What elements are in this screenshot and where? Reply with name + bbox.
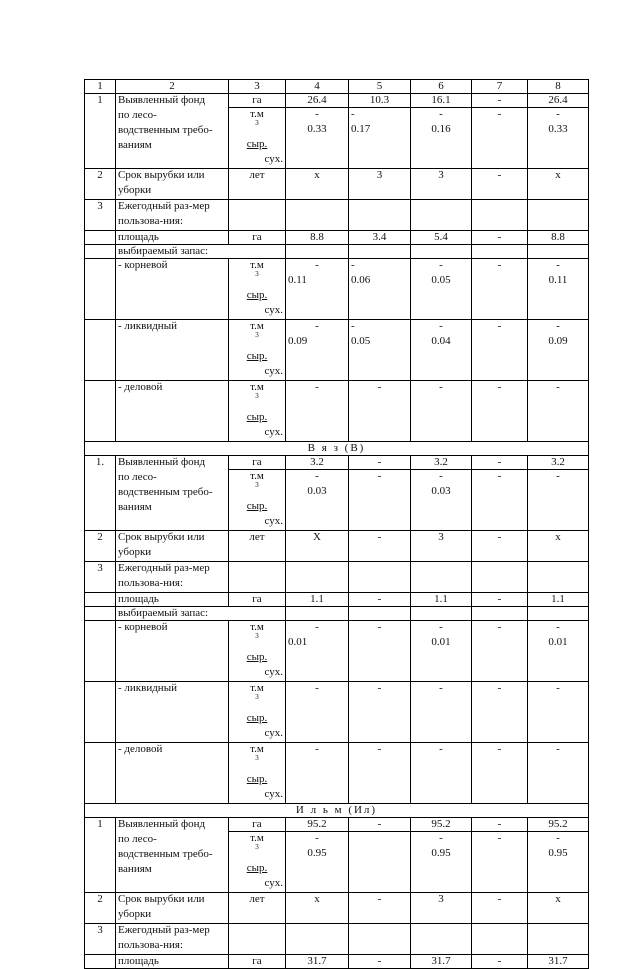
value-cell: 3.2 xyxy=(286,456,349,470)
value-cell: - xyxy=(349,531,411,562)
row-label: Выявленный фонд по лесо- водственным требо- ваниям xyxy=(116,818,229,893)
value-cell: 3 xyxy=(411,531,472,562)
header-col-2: 2 xyxy=(116,80,229,94)
row-label: - ликвидный xyxy=(116,682,229,743)
header-row xyxy=(85,80,589,94)
value-cell: 1.1 xyxy=(286,593,349,607)
value-cell: - xyxy=(472,955,528,969)
s2-area-row xyxy=(85,593,589,607)
value-cell: 31.7 xyxy=(411,955,472,969)
value-cell: 3.4 xyxy=(349,231,411,245)
unit-cell: т.м 3 сыр. сух. xyxy=(229,381,286,442)
section-title: И л ь м (Ил) xyxy=(85,804,589,818)
header-col-3: 3 xyxy=(229,80,286,94)
unit-cell: га xyxy=(229,593,286,607)
s3-annual-row xyxy=(85,924,589,955)
unit-cell: лет xyxy=(229,169,286,200)
s2-annual-row xyxy=(85,562,589,593)
value-cell: 31.7 xyxy=(286,955,349,969)
row-label: Срок вырубки или уборки xyxy=(116,531,229,562)
row-label: - ликвидный xyxy=(116,320,229,381)
header-col-4: 4 xyxy=(286,80,349,94)
value-cell: - xyxy=(286,682,349,743)
value-cell: - 0.09 xyxy=(528,320,589,381)
value-cell: - xyxy=(472,621,528,682)
unit-cell: т.м 3 сыр. сух. xyxy=(229,108,286,169)
value-cell: - xyxy=(472,743,528,804)
value-cell: - xyxy=(411,682,472,743)
value-cell: - xyxy=(411,381,472,442)
row-label: - корневой xyxy=(116,621,229,682)
value-cell: - xyxy=(472,531,528,562)
value-cell: - 0.33 xyxy=(528,108,589,169)
value-cell: - xyxy=(472,231,528,245)
s2-fund-ha-row xyxy=(85,456,589,470)
value-cell: 1.1 xyxy=(528,593,589,607)
value-cell: - xyxy=(472,456,528,470)
value-cell: 1.1 xyxy=(411,593,472,607)
unit-cell: га xyxy=(229,456,286,470)
value-cell: 8.8 xyxy=(286,231,349,245)
value-cell: Х xyxy=(286,531,349,562)
s1-srok-row xyxy=(85,169,589,200)
s1-likvidny-row xyxy=(85,320,589,381)
unit-cell: лет xyxy=(229,531,286,562)
value-cell: - xyxy=(472,470,528,531)
value-cell: - xyxy=(349,818,411,832)
value-cell: - xyxy=(349,470,411,531)
value-cell: - 0.17 xyxy=(349,108,411,169)
value-cell: 95.2 xyxy=(411,818,472,832)
row-number: 2 xyxy=(85,893,116,924)
value-cell: х xyxy=(286,893,349,924)
unit-cell: т.м 3 сыр. сух. xyxy=(229,682,286,743)
value-cell: 5.4 xyxy=(411,231,472,245)
value-cell: - xyxy=(472,320,528,381)
unit-cell: т.м 3 сыр. сух. xyxy=(229,743,286,804)
value-cell: - 0.09 xyxy=(286,320,349,381)
s3-srok-row xyxy=(85,893,589,924)
value-cell: - xyxy=(472,593,528,607)
value-cell: - xyxy=(472,94,528,108)
value-cell: - 0.16 xyxy=(411,108,472,169)
value-cell: - xyxy=(286,743,349,804)
row-label: площадь xyxy=(116,955,229,969)
value-cell: х xyxy=(528,893,589,924)
header-col-7: 7 xyxy=(472,80,528,94)
row-label: Ежегодный раз-мер пользова-ния: xyxy=(116,562,229,593)
forest-fund-table xyxy=(84,79,589,969)
row-number: 2 xyxy=(85,169,116,200)
s1-kornevoy-row xyxy=(85,259,589,320)
value-cell: - xyxy=(349,621,411,682)
value-cell: - xyxy=(349,893,411,924)
s2-zapas-row xyxy=(85,607,589,621)
value-cell: 10.3 xyxy=(349,94,411,108)
value-cell: - xyxy=(528,470,589,531)
value-cell: - xyxy=(411,743,472,804)
value-cell: х xyxy=(528,169,589,200)
value-cell: 95.2 xyxy=(286,818,349,832)
value-cell: - xyxy=(528,682,589,743)
value-cell xyxy=(349,832,411,893)
row-label: Срок вырубки или уборки xyxy=(116,169,229,200)
row-label: площадь xyxy=(116,593,229,607)
value-cell: - xyxy=(349,456,411,470)
row-label: Ежегодный раз-мер пользова-ния: xyxy=(116,200,229,231)
value-cell: - xyxy=(528,381,589,442)
unit-cell: т.м 3 сыр. сух. xyxy=(229,832,286,893)
s1-zapas-row xyxy=(85,245,589,259)
row-label: Срок вырубки или уборки xyxy=(116,893,229,924)
unit-cell: га xyxy=(229,818,286,832)
s1-fund-ha-row xyxy=(85,94,589,108)
unit-cell: т.м 3 сыр. сух. xyxy=(229,259,286,320)
row-label: - деловой xyxy=(116,743,229,804)
value-cell: - 0.05 xyxy=(411,259,472,320)
value-cell: 31.7 xyxy=(528,955,589,969)
unit-cell: лет xyxy=(229,893,286,924)
value-cell: - xyxy=(472,682,528,743)
header-col-8: 8 xyxy=(528,80,589,94)
value-cell: - xyxy=(349,743,411,804)
value-cell: 16.1 xyxy=(411,94,472,108)
value-cell: - 0.95 xyxy=(528,832,589,893)
value-cell: 3 xyxy=(411,893,472,924)
value-cell: - 0.03 xyxy=(286,470,349,531)
row-label: - деловой xyxy=(116,381,229,442)
value-cell: - 0.06 xyxy=(349,259,411,320)
header-col-1: 1 xyxy=(85,80,116,94)
value-cell: - 0.95 xyxy=(286,832,349,893)
value-cell: - 0.11 xyxy=(286,259,349,320)
value-cell: - xyxy=(472,893,528,924)
value-cell: - 0.01 xyxy=(286,621,349,682)
s3-fund-ha-row xyxy=(85,818,589,832)
value-cell: - xyxy=(472,832,528,893)
value-cell: 3.2 xyxy=(528,456,589,470)
unit-cell: т.м 3 сыр. сух. xyxy=(229,621,286,682)
value-cell: - 0.01 xyxy=(528,621,589,682)
row-number: 2 xyxy=(85,531,116,562)
s2-likvidny-row xyxy=(85,682,589,743)
value-cell: - xyxy=(349,682,411,743)
row-number: 3 xyxy=(85,200,116,231)
value-cell: 3.2 xyxy=(411,456,472,470)
s2-kornevoy-row xyxy=(85,621,589,682)
header-col-5: 5 xyxy=(349,80,411,94)
unit-cell: га xyxy=(229,231,286,245)
value-cell: - 0.04 xyxy=(411,320,472,381)
value-cell: - xyxy=(472,259,528,320)
value-cell: 95.2 xyxy=(528,818,589,832)
value-cell: - 0.95 xyxy=(411,832,472,893)
row-number: 1 xyxy=(85,818,116,893)
value-cell: - xyxy=(472,108,528,169)
value-cell: 26.4 xyxy=(528,94,589,108)
unit-cell: т.м 3 сыр. сух. xyxy=(229,320,286,381)
value-cell: - 0.11 xyxy=(528,259,589,320)
row-number: 3 xyxy=(85,562,116,593)
value-cell: - xyxy=(472,169,528,200)
value-cell: 3 xyxy=(349,169,411,200)
row-number: 1. xyxy=(85,456,116,531)
value-cell: - xyxy=(286,381,349,442)
forest-fund-table-page xyxy=(84,79,588,969)
s2-delovoy-row xyxy=(85,743,589,804)
row-label: Выявленный фонд по лесо- водственным требо- ваниям xyxy=(116,94,229,169)
value-cell: х xyxy=(528,531,589,562)
unit-cell: т.м 3 сыр. сух. xyxy=(229,470,286,531)
value-cell: - xyxy=(349,955,411,969)
row-label: выбираемый запас: xyxy=(116,607,286,621)
value-cell: - 0.33 xyxy=(286,108,349,169)
header-col-6: 6 xyxy=(411,80,472,94)
row-label: площадь xyxy=(116,231,229,245)
value-cell: - xyxy=(349,593,411,607)
row-number: 3 xyxy=(85,924,116,955)
s1-delovoy-row xyxy=(85,381,589,442)
value-cell: - 0.03 xyxy=(411,470,472,531)
value-cell: - xyxy=(528,743,589,804)
section-title: В я з (В) xyxy=(85,442,589,456)
value-cell: 8.8 xyxy=(528,231,589,245)
row-label: Выявленный фонд по лесо- водственным требо- ваниям xyxy=(116,456,229,531)
value-cell: - 0.05 xyxy=(349,320,411,381)
value-cell: - xyxy=(472,381,528,442)
unit-cell: га xyxy=(229,94,286,108)
value-cell: - 0.01 xyxy=(411,621,472,682)
value-cell: 3 xyxy=(411,169,472,200)
value-cell: 26.4 xyxy=(286,94,349,108)
s2-srok-row xyxy=(85,531,589,562)
value-cell: - xyxy=(349,381,411,442)
s1-annual-row xyxy=(85,200,589,231)
row-label: Ежегодный раз-мер пользова-ния: xyxy=(116,924,229,955)
row-number: 1 xyxy=(85,94,116,169)
value-cell: - xyxy=(472,818,528,832)
section-vyaz-title-row xyxy=(85,442,589,456)
value-cell: х xyxy=(286,169,349,200)
section-ilm-title-row xyxy=(85,804,589,818)
s1-area-row xyxy=(85,231,589,245)
s3-area-row xyxy=(85,955,589,969)
unit-cell: га xyxy=(229,955,286,969)
row-label: - корневой xyxy=(116,259,229,320)
row-label: выбираемый запас: xyxy=(116,245,286,259)
